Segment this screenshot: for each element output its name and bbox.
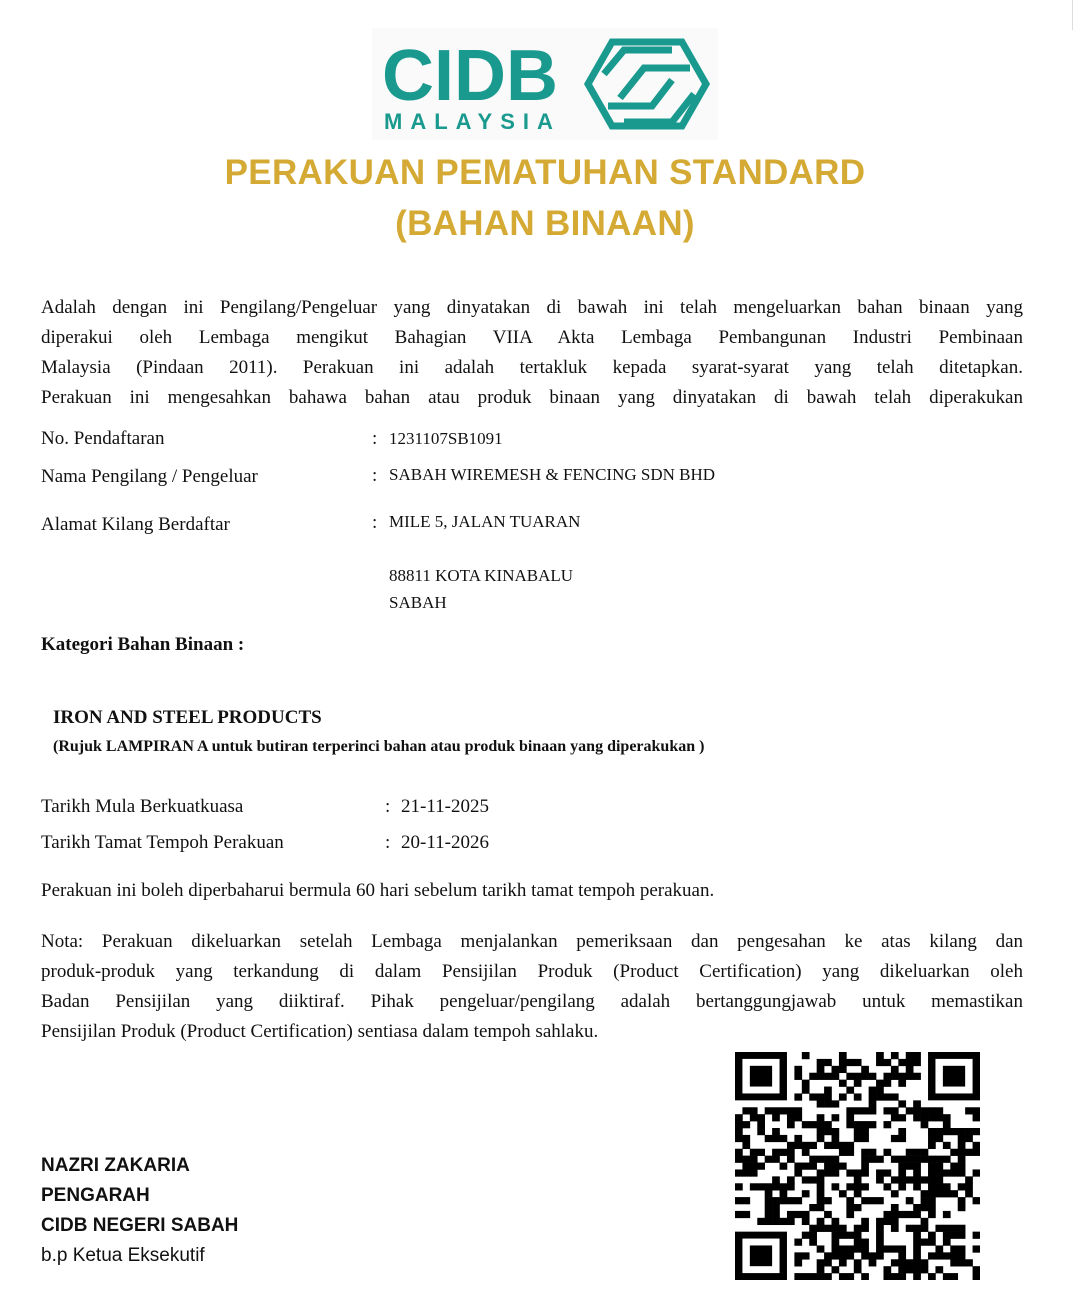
colon: : xyxy=(385,796,391,817)
logo-text: CIDB xyxy=(382,36,558,116)
intro-line: Malaysia (Pindaan 2011). Perakuan ini adalah tertakluk kepada syarat-syarat yang telah ditetapkan. xyxy=(41,357,1023,378)
nota-line: produk-produk yang terkandung di dalam Pensijilan Produk (Product Certification) yang dikeluarkan oleh xyxy=(41,961,1023,982)
certificate-title-line2: (BAHAN BINAAN) xyxy=(395,204,695,243)
intro-paragraph xyxy=(41,293,1023,413)
address-line-3: SABAH xyxy=(389,593,447,612)
signatory-name: NAZRI ZAKARIA xyxy=(41,1155,190,1176)
qr-code xyxy=(735,1052,980,1280)
renewal-note: Perakuan ini boleh diperbaharui bermula 60 hari sebelum tarikh tamat tempoh perakuan. xyxy=(41,880,715,901)
address-line-2: 88811 KOTA KINABALU xyxy=(389,566,574,585)
intro-line: Adalah dengan ini Pengilang/Pengeluar yang dinyatakan di bawah ini telah mengeluarkan bahan binaan yang xyxy=(41,297,1023,318)
nota-paragraph xyxy=(41,927,1023,1047)
colon: : xyxy=(385,832,391,853)
manufacturer-label: Nama Pengilang / Pengeluar xyxy=(41,466,258,487)
qr-code-icon xyxy=(735,1052,980,1280)
category-note: (Rujuk LAMPIRAN A untuk butiran terperinci bahan atau produk binaan yang diperakukan ) xyxy=(53,738,705,755)
colon: : xyxy=(372,465,378,486)
intro-line: Perakuan ini mengesahkan bahawa bahan atau produk binaan yang dinyatakan di bawah telah diperakukan xyxy=(41,387,1023,408)
start-date-label: Tarikh Mula Berkuatkuasa xyxy=(41,796,244,817)
registration-label: No. Pendaftaran xyxy=(41,428,165,449)
registration-value: 1231107SB1091 xyxy=(389,429,503,448)
end-date-label: Tarikh Tamat Tempoh Perakuan xyxy=(41,832,284,853)
cidb-logo xyxy=(372,28,718,140)
signatory-position: PENGARAH xyxy=(41,1185,150,1206)
nota-line: Badan Pensijilan yang diiktiraf. Pihak pengeluar/pengilang adalah bertanggungjawab untuk memastikan xyxy=(41,991,1023,1012)
logo-subtext: MALAYSIA xyxy=(384,109,561,134)
address-line-1: MILE 5, JALAN TUARAN xyxy=(389,512,581,531)
nota-line: Nota: Perakuan dikeluarkan setelah Lembaga menjalankan pemeriksaan dan pengesahan ke atas kilang dan xyxy=(41,931,1023,952)
signatory-office: CIDB NEGERI SABAH xyxy=(41,1215,239,1236)
cidb-hexagon-logo-icon xyxy=(372,28,718,140)
colon: : xyxy=(372,428,378,449)
signature-block xyxy=(41,1151,238,1271)
category-value: IRON AND STEEL PRODUCTS xyxy=(53,707,322,728)
page-edge xyxy=(1072,0,1073,30)
intro-line: diperakui oleh Lembaga mengikut Bahagian VIIA Akta Lembaga Pembangunan Industri Pembinaan xyxy=(41,327,1023,348)
start-date-value: 21-11-2025 xyxy=(401,796,489,817)
category-label: Kategori Bahan Binaan : xyxy=(41,634,245,655)
end-date-value: 20-11-2026 xyxy=(401,832,489,853)
colon: : xyxy=(372,512,378,533)
certificate-title-line1: PERAKUAN PEMATUHAN STANDARD xyxy=(224,153,866,192)
nota-line: Pensijilan Produk (Product Certification) sentiasa dalam tempoh sahlaku. xyxy=(41,1021,599,1042)
signatory-on-behalf: b.p Ketua Eksekutif xyxy=(41,1245,205,1266)
manufacturer-value: SABAH WIREMESH & FENCING SDN BHD xyxy=(389,465,716,484)
address-label: Alamat Kilang Berdaftar xyxy=(41,514,230,535)
